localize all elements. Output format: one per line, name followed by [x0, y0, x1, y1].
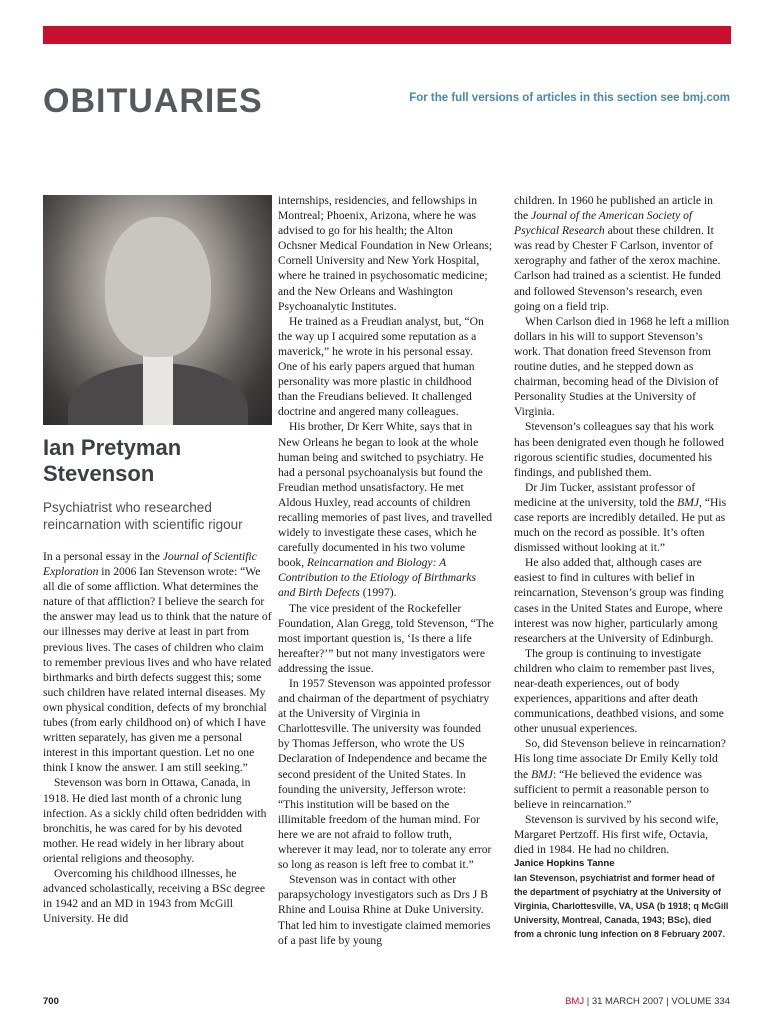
text-run: about these children. It was read by Chester F Carlson, inventor of xerography and father of the xerox machine. Carlson had trained as a scientist. He funded and followed Stevenson’s research, even going on a field trip.: [514, 224, 721, 313]
column-2: [278, 193, 494, 948]
obituary-name: [43, 435, 273, 487]
obituary-name-line2: Stevenson: [43, 461, 155, 486]
photo-collar: [143, 355, 173, 425]
journal-title: Journal of the American Society of Psychical Research: [514, 209, 693, 238]
paragraph: The vice president of the Rockefeller Foundation, Alan Gregg, told Stevenson, “The most important question is, ‘Is there a life hereafter?’” but not many investigators were addressing the issue.: [278, 601, 494, 675]
journal-title: BMJ: [531, 767, 553, 781]
section-title: OBITUARIES: [43, 82, 263, 120]
text-run: (1997).: [359, 586, 397, 600]
text-run: in 2006 Ian Stevenson wrote: “We all die of some affliction. What determines the nature of that affliction? I believe the search for the answer may lead us to think that the nature of our illnesses may derive at least in part from previous lives. The cases of children who claim to remember previous lives and who have related birthmarks and birth defects suggest this; some such children have related internal diseases. My own physical condition, defects of my bronchial tubes (from early childhood on) of which I have written separately, has given me a personal interest in this important question. Let no one think I know the answer. I am still seeking.”: [43, 565, 272, 775]
bmj-link-note[interactable]: For the full versions of articles in this section see bmj.com: [409, 92, 730, 104]
author-byline: Janice Hopkins Tanne: [514, 858, 615, 870]
paragraph: internships, residencies, and fellowships in Montreal; Phoenix, Arizona, where he was advised to go for his health; the Alton Ochsner Medical Foundation in New Orleans; Cornell University and New York Hospital, where he trained in psychosomatic medicine; and the New Orleans and Washington Psychoanalytic Institutes.: [278, 194, 493, 313]
text-run: : “He believed the evidence was sufficient to permit a reasonable person to believe in reincarnation.”: [514, 767, 709, 811]
paragraph: The group is continuing to investigate children who claim to remember past lives, near-death experiences, out of body experiences, apparitions and after death communications, deathbed visions, and some other unusual experiences.: [514, 646, 724, 736]
paragraph: Stevenson was born in Ottawa, Canada, in 1918. He died last month of a chronic lung infection. As a sickly child often bedridden with bronchitis, he was cared for by his devoted mother. He read widely in her library about oriental religions and theosophy.: [43, 776, 267, 865]
paragraph: [43, 549, 273, 775]
paragraph: He trained as a Freudian analyst, but, “On the way up I acquired some reputation as a maverick,” he wrote in his personal essay. One of his early papers argued that human personality was more plastic in childhood than the Freudians believed. It challenged doctrine and angered many colleagues.: [278, 314, 484, 419]
text-run: Dr Jim Tucker, assistant professor of medicine at the university, told the: [514, 480, 696, 509]
text-run: In a personal essay in the: [43, 550, 163, 563]
text-run: So, did Stevenson believe in reincarnation? His long time associate Dr Emily Kelly told the: [514, 737, 726, 781]
book-title: Reincarnation and Biology: A Contribution to the Etiology of Birthmarks and Birth Defects: [278, 556, 477, 600]
bio-summary: Ian Stevenson, psychiatrist and former head of the department of psychiatry at the University of Virginia, Charlottesville, VA, USA (b 1918; q McGill University, Montreal, Canada, 1943; BSc), died from a chronic lung infection on 8 February 2007.: [514, 873, 729, 940]
column-3: [514, 193, 730, 941]
paragraph: Overcoming his childhood illnesses, he advanced scholastically, receiving a BSc degree in 1942 and an MD in 1943 from McGill University. He did: [43, 866, 266, 926]
paragraph: Stevenson’s colleagues say that his work has been denigrated even though he followed rigorous scientific studies, documented his findings, and published them.: [514, 420, 724, 479]
obituary-subtitle: Psychiatrist who researched reincarnation with scientific rigour: [43, 500, 243, 532]
top-accent-bar: [43, 26, 731, 44]
paragraph: He also added that, although cases are easiest to find in cultures with belief in reincarnation, Stevenson’s group was finding cases in the United States and Europe, where interest was now higher, particularly among researchers at the University of Edinburgh.: [514, 556, 724, 645]
paragraph: [278, 419, 494, 600]
paragraph: In 1957 Stevenson was appointed professor and chairman of the department of psychiatry at the University of Virginia in Charlottesville. The university was founded by Thomas Jefferson, who wrote the US Declaration of Independence and became the second president of the United States. In founding the university, Jefferson wrote: “This institution will be based on the illimitable freedom of the human mind. For here we are not afraid to follow truth, wherever it may lead, nor to tolerate any error so long as reason is left free to combat it.”: [278, 677, 492, 872]
paragraph: When Carlson died in 1968 he left a million dollars in his will to support Stevenson’s work. That donation freed Stevenson from routine duties, and he stepped down as chairman, becoming head of the Division of Personality Studies at the University of Virginia.: [514, 314, 730, 419]
paragraph: [514, 193, 730, 314]
journal-title: Journal of Scientific Exploration: [43, 550, 257, 579]
paragraph: Stevenson is survived by his second wife, Margaret Pertzoff. His first wife, Octavia, died in 1984. He had no children.: [514, 812, 719, 857]
page-number: 700: [43, 996, 59, 1007]
paragraph: [514, 480, 730, 555]
photo-head: [105, 217, 211, 357]
obituary-name-line1: Ian Pretyman: [43, 435, 182, 460]
footer-issue: [565, 996, 730, 1007]
text-run: His brother, Dr Kerr White, says that in New Orleans he began to look at the whole human being and switched to psychiatry. He had a personal psychoanalysis but found the Freudian method unsatisfactory. He met Aldous Huxley, read accounts of children recalling memories of past lives, and travelled widely to investigate these cases, which he carefully documented in his two volume book,: [278, 420, 493, 570]
paragraph: Stevenson was in contact with other parapsychology investigators such as Drs J B Rhine and Louisa Rhine at Duke University. That led him to investigate claimed memories of a past life by young: [278, 873, 491, 947]
text-run: , “His case reports are incredibly detailed. He put as much on the record as possible. It’s often dismissed without looking at it.”: [514, 495, 727, 555]
journal-title: BMJ: [677, 495, 700, 509]
footer-journal: BMJ: [565, 996, 585, 1007]
paragraph: [514, 736, 730, 811]
text-run: children. In 1960 he published an article in the: [514, 194, 713, 223]
column-1: [43, 193, 273, 926]
portrait-photo: [43, 195, 272, 425]
footer-date-volume: | 31 MARCH 2007 | VOLUME 334: [584, 996, 730, 1007]
